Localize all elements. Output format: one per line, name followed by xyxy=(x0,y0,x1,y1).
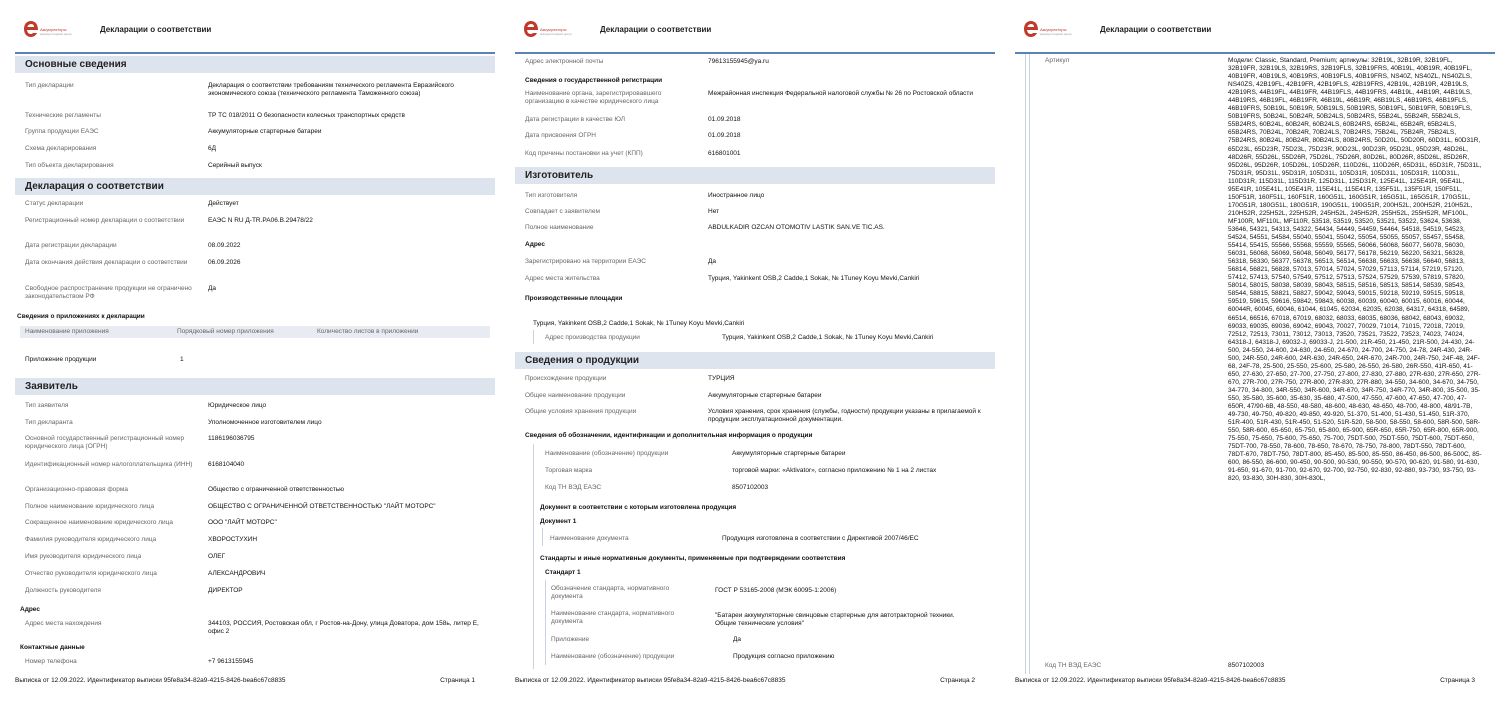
document-title: Декларации о соответствии xyxy=(600,25,712,34)
section-manufacturer: Изготовитель xyxy=(515,167,995,184)
trademark-value: торговой марки: «Aktivator», согласно приложению № 1 на 2 листах xyxy=(732,467,937,474)
section-main-info: Основные сведения xyxy=(15,56,495,73)
product-name-label: Наименование (обозначение) продукции xyxy=(551,653,675,660)
document-page-2: Аккумуляторы аккумуляторный центр Декларации о соответствии Адрес электронной почты 79613155945@ya.ru Сведения о государственной регистрации Наименование органа, зарегистрировавшего организацию в качестве юридического лица Межрайонная инспекция Федеральной налоговой службы № 26 по Ростовской области Дата регистрации в качестве ЮЛ 01.09.2018 Дата присвоения ОГРН 01.09.2018 Код причины постановки на учет (КПП) 616801001 Изготовитель Тип изготовителя Иностранное лицо Совпадает с заявителем Нет Полное наименование ABDULKADIR OZCAN OTOMOTIV LASTIK SAN.VE TIC.AS. Адрес Зарегистрировано на территории ЕАЭС Да Адрес места жительства Турция, Yakinkent OSB,2 Cadde,1 Sokak, № 1Tuney Koyu Mevki,Cankiri Производственные площадки Турция, Yakinkent OSB,2 Cadde,1 Sokak, № 1Tuney Koyu Mevki,Cankiri Адрес производства продукции Турция, Yakinkent OSB,2 Cadde,1 Sokak, № 1Tuney Koyu Mevki,Cankiri Сведения о продукции Происхождение продукции ТУРЦИЯ Общее наименование продукции Аккумуляторные стартерные батареи Общие условия хранения продукции Условия хранения, срок хранения (службы, годности) продукции указаны в прилагаемой к продукции эксплуатационной документации. Сведения об обозначении, идентификации и дополнительная информация о продукции Наименование (обозначение) продукции Аккумуляторные стартерные батареи Торговая марка торговой марки: «Aktivator», согласно приложению № 1 на 2 листах Код ТН ВЭД ЕАЭС 8507102003 Документ в соответствии с которым изготовлена продукция Документ 1 Наименование документа Продукция изготовлена в соответствии с Директивой 2007/46/ЕС Стандарты и иные нормативные документы, применяемые при подтверждении соответствия Стандарт 1 Обозначение стандарта, нормативного документа ГОСТ Р 53165-2008 (МЭК 60095-1:2006) Наименование стандарта, нормативного документа "Батареи аккумуляторные свинцовые стартерные для автотракторной техники. Общие технические условия" Приложение Да Наименование (обозначение) продукции Продукция согласно приложению Выписка от 12.09.2022. Идентификатор выписки 95fe8a34-82a9-4215-8426-bea6c67c8835 Страница 2 xyxy=(515,0,995,707)
appendix-value: Да xyxy=(733,636,742,643)
production-site-value: Турция, Yakinkent OSB,2 Cadde,1 Sokak, № 1Tuney Koyu Mevki,Cankiri xyxy=(722,334,934,341)
logo-text: Аккумуляторы xyxy=(40,27,67,32)
appendix-col-number: Порядковый номер приложения xyxy=(177,328,274,335)
hs-code-value: 8507102003 xyxy=(732,484,769,491)
article-label: Артикул xyxy=(1045,57,1070,64)
footer-extract-info: Выписка от 12.09.2022. Идентификатор выписки 95fe8a34-82a9-4215-8426-bea6c67c8835 xyxy=(1015,677,1286,684)
trademark-label: Торговая марка xyxy=(545,467,593,474)
standard-designation-label: Обозначение стандарта, нормативного документа xyxy=(551,585,670,600)
header-divider xyxy=(515,52,995,54)
production-sites-title: Производственные площадки xyxy=(525,295,623,302)
contacts-title: Контактные данные xyxy=(20,644,85,651)
appendix-row-number: 1 xyxy=(180,356,184,363)
logo-icon xyxy=(1023,20,1039,38)
page-number: Страница 1 xyxy=(440,677,475,684)
header-divider xyxy=(1015,52,1495,54)
appendix-row-name: Приложение продукции xyxy=(25,356,97,363)
logo-subtext: аккумуляторный центр xyxy=(1040,32,1072,36)
appendix-label: Приложение xyxy=(551,636,590,643)
production-site-address: Турция, Yakinkent OSB,2 Cadde,1 Sokak, № 1Tuney Koyu Mevki,Cankiri xyxy=(533,320,745,327)
document-page-1: Аккумуляторы аккумуляторный центр Декларации о соответствии Основные сведения Тип декларации Декларация о соответствии требованиям технического регламента Евразийского экономического союза (технического регламента Таможенного союза) Технические регламенты ТР ТС 018/2011 О безопасности колесных транспортных средств Группа продукции ЕАЭС Аккумуляторные стартерные батареи Схема декларирования 6Д Тип объекта декларирования Серийный выпуск Декларация о соответствии Статус декларации Действует Регистрационный номер декларации о соответствии ЕАЭС N RU Д-TR.PA06.B.29478/22 Дата регистрации декларации 08.09.2022 Дата окончания действия декларации о соответствии 06.09.2026 Свободное распространение продукции не ограничено законодательством РФ Да Сведения о приложениях к декларации Наименование приложения Порядковый номер приложения Количество листов в приложении Приложение продукции 1 Заявитель Тип заявителя Юридическое лицо Тип декларанта Уполномоченное изготовителем лицо Основной государственный регистрационный номер юридического лица (ОГРН) 1186196036795 Идентификационный номер налогоплательщика (ИНН) 6168104040 Организационно-правовая форма Общество с ограниченной ответственностью Полное наименование юридического лица ОБЩЕСТВО С ОГРАНИЧЕННОЙ ОТВЕТСТВЕННОСТЬЮ "ЛАЙТ МОТОРС" Сокращенное наименование юридического лица ООО "ЛАЙТ МОТОРС" Фамилия руководителя юридического лица ХВОРОСТУХИН Имя руководителя юридического лица ОЛЕГ Отчество руководителя юридического лица АЛЕКСАНДРОВИЧ Должность руководителя ДИРЕКТОР Адрес Адрес места нахождения 344103, РОССИЯ, Ростовская обл, г Ростов-на-Дону, улица Доватора, дом 158ь, литер Е, офис 2 Контактные данные Номер телефона +7 9613155945 Выписка от 12.09.2022. Идентификатор выписки 95fe8a34-82a9-4215-8426-bea6c67c8835 Страница 1 xyxy=(15,0,495,707)
appendix-table-header xyxy=(20,326,490,338)
standard-name-label: Наименование стандарта, нормативного документа xyxy=(551,610,675,625)
hs-code-value: 8507102003 xyxy=(1228,662,1265,669)
page-number: Страница 2 xyxy=(940,677,975,684)
standards-title: Стандарты и иные нормативные документы, применяемые при подтверждении соответствия xyxy=(540,555,846,562)
state-registration-title: Сведения о государственной регистрации xyxy=(525,77,663,84)
identification-title: Сведения об обозначении, идентификации и дополнительная информация о продукции xyxy=(525,432,813,439)
logo-icon xyxy=(23,20,39,38)
company-logo xyxy=(520,17,580,43)
indent-line xyxy=(545,580,546,665)
section-applicant: Заявитель xyxy=(15,378,495,395)
indent-line xyxy=(542,528,543,546)
logo-text: Аккумуляторы xyxy=(540,27,567,32)
indent-line xyxy=(1029,54,1030,674)
product-designation-label: Наименование (обозначение) продукции xyxy=(545,450,669,457)
page-header xyxy=(520,17,995,47)
article-value: Модели: Classic, Standard, Premium; артикулы: 32B19L, 32B19R, 32B19FL, 32B19FR, 32B19LS, 32B19RS, 32B19FLS, 32B19FRS, 40B19L, 40B19R, 40B19FL, 40B19FR, 40B19LS, 40B19RS, 40B19FLS, 40B19FRS, NS40Z, NS40ZL, NS40ZLS, NS40ZS, 42B19FL, 42B19FR, 42B19FLS, 42B19FRS, 42B19L, 42B19R, 42B19LS, 42B19RS, 44B19FL, 44B19FR, 44B19FLS, 44B19FRS, 44B19L, 44B19R, 44B19LS, 44B19RS, 46B19FL, 46B19FR, 46B19L, 46B19R, 46B19LS, 46B19RS, 46B19FLS, 46B19FRS, 50B19L, 50B19R, 50B19LS, 50B19RS, 50B19FL, 50B19FR, 50B19FLS, 50B19FRS, 50B24L, 50B24R, 50B24LS, 50B24RS, 55B24L, 55B24R, 55B24LS, 55B24RS, 60B24L, 60B24R, 60B24LS, 60B24RS, 65B24L, 65B24R, 65B24LS, 65B24RS, 70B24L, 70B24R, 70B24LS, 70B24RS, 75B24L, 75B24R, 75B24LS, 75B24RS, 80B24L, 80B24R, 80B24LS, 80B24RS, 50D20L, 50D20R, 60D31L, 60D31R, 65D23L, 65D23R, 75D23L, 75D23R, 90D23L, 90D23R, 95D23L, 95D23R, 48D26L, 48D26R, 55D26L, 55D26R, 75D26L, 75D26R, 80D26L, 80D26R, 85D26L, 85D26R, 95D26L, 95D26R, 105D26L, 105D26R, 110D26L, 110D26R, 65D31L, 65D31R, 75D31L, 75D31R, 95D31L, 95D31R, 105D31L, 105D31R, 105D31L, 105D31R, 110D31L, 110D31R, 115D31L, 115D31R, 125D31L, 125D31R, 125E41L, 125E41R, 95E41L, 95E41R, 105E41L, 105E41R, 115E41L, 115E41R, 135F51L, 135F51R, 150F51L, 150F51R, 160F51L, 160F51R, 160G51L, 160G51R, 165G51L, 165G51R, 170G51L, 170G51R, 180G51L, 180G51R, 190G51L, 190G51R, 200H52L, 200H52R, 210H52L, 210H52R, 225H52L, 225H52R, 245H52L, 245H52R, 255H52L, 255H52R, MF100L, MF100R, MF110L, MF110R, 53518, 53519, 53520, 53521, 53522, 53624, 53638, 53646, 54321, 54313, 54322, 54434, 54449, 54459, 54464, 54518, 54519, 54523, 54524, 54551, 54584, 55040, 55041, 55042, 55054, 55055, 55057, 55457, 55458, 55414, 55415, 55566, 55568, 55559, 55565, 56066, 56068, 56077, 56078, 56030, 56031, 56068, 56069, 56048, 56049, 56177, 56178, 56219, 56220, 56321, 56328, 56318, 56330, 56377, 56378, 56513, 56514, 56638, 56633, 56638, 56640, 56813, 56814, 56821, 56828, 57013, 57014, 57024, 57029, 57113, 57114, 57219, 57120, 57412, 57413, 57540, 57549, 57512, 57513, 57524, 57529, 57539, 57819, 57820, 58014, 58015, 58038, 58039, 58043, 58515, 58516, 58513, 58514, 58539, 58543, 58544, 58815, 58821, 58827, 59042, 59043, 59015, 59218, 59219, 59515, 59518, 59519, 59615, 59616, 59842, 59843, 60038, 60039, 60040, 60015, 60016, 60044, 60044R, 60045, 60046, 61044, 61045, 62034, 62035, 62038, 64317, 64318, 64589, 66514, 66516, 67018, 67019, 68032, 68033, 68035, 68036, 68042, 68043, 69032, 69033, 69035, 69036, 69042, 69043, 70027, 70029, 71014, 71015, 72018, 72019, 72512, 72513, 73011, 73012, 73013, 73520, 73521, 73522, 73523, 74023, 74024, 64318-J, 64318-J, 69032-J, 69033-J, 21-500, 21R-450, 21-450, 21R-500, 24-430, 24-500, 24-550, 24-600, 24-630, 24-650, 24-670, 24-700, 24-750, 24-78, 24R-430, 24R-500, 24R-550, 24R-600, 24R-630, 24R-650, 24R-670, 24R-700, 24R-750, 24F-48, 24F-68, 24F-78, 25-500, 25-550, 25-600, 25-580, 26-550, 26-580, 26R-550, 41R-650, 41-650, 27-630, 27-650, 27-700, 27-750, 27-800, 27-830, 27-880, 27R-630, 27R-650, 27R-670, 27R-700, 27R-750, 27R-800, 27R-830, 27R-880, 34-550, 34-600, 34-670, 34-750, 34-770, 34-800, 34R-550, 34R-600, 34R-670, 34R-750, 34R-770, 34R-800, 35-500, 35-550, 35-580, 35-600, 35-630, 35-680, 47-500, 47-550, 47-600, 47-650, 47-700, 47-650R, 47/90-6B, 48-550, 48-580, 48-600, 48-630, 48-650, 48-700, 48-800, 48/91-7B, 49-730, 49-750, 49-820, 49-850, 49-920, 51-370, 51-400, 51-430, 51-450, 51R-370, 51R-400, 51R-430, 51R-450, 51-520, 51R-520, 58-500, 58-550, 58-600, 58R-500, 58R-550, 58R-600, 65-650, 65-750, 65-800, 65-900, 65R-650, 65R-750, 65R-800, 65R-900, 75-550, 75-650, 75-600, 75-650, 75-700, 75DT-500, 75DT-550, 75DT-600, 75DT-650, 75DT-700, 78-550, 78-600, 78-650, 78-670, 78-750, 78-800, 78DT-550, 78DT-600, 78DT-670, 78DT-750, 78DT-800, 85-450, 85-500, 85-550, 86-450, 86-500, 86-500C, 85-600, 86-550, 86-600, 90-450, 90-500, 90-530, 90-550, 90-570, 90-620, 91-580, 91-630, 91-650, 91-670, 91-700, 92-670, 92-700, 92-750, 92-830, 92-880, 93-730, 93-750, 93-820, 93-830, 30H-830, 30H-830L, xyxy=(1228,57,1482,483)
indent-line xyxy=(533,330,534,344)
hs-code-label: Код ТН ВЭД ЕАЭС xyxy=(545,484,602,491)
indent-line xyxy=(533,444,534,669)
section-product-info: Сведения о продукции xyxy=(515,352,995,369)
production-site-label: Адрес производства продукции xyxy=(545,334,640,341)
standard-name-value: "Батареи аккумуляторные свинцовые стартерные для автотракторной техники. Общие технические условия" xyxy=(715,612,955,627)
page-header xyxy=(1020,17,1495,47)
header-divider xyxy=(15,52,495,54)
address-title: Адрес xyxy=(20,606,40,613)
document-1-title: Документ 1 xyxy=(540,518,577,525)
section-declaration: Декларация о соответствии xyxy=(15,178,495,195)
logo-subtext: аккумуляторный центр xyxy=(540,32,572,36)
product-name-value: Продукция согласно приложению xyxy=(733,653,835,660)
hs-code-label: Код ТН ВЭД ЕАЭС xyxy=(1045,662,1102,669)
page-number: Страница 3 xyxy=(1440,677,1475,684)
page-header xyxy=(20,17,495,47)
company-logo xyxy=(20,17,80,43)
document-title: Декларации о соответствии xyxy=(100,25,212,34)
standard-1-title: Стандарт 1 xyxy=(545,569,581,576)
manufacturer-address-title: Адрес xyxy=(525,241,545,248)
page-footer xyxy=(1015,677,1495,684)
document-title: Декларации о соответствии xyxy=(1100,25,1212,34)
page-footer xyxy=(15,677,495,684)
appendix-col-name: Наименование приложения xyxy=(25,328,109,335)
logo-icon xyxy=(523,20,539,38)
appendix-col-sheets: Количество листов в приложении xyxy=(317,328,419,335)
appendix-title: Сведения о приложениях к декларации xyxy=(17,313,145,320)
manufacturing-document-title: Документ в соответствии с которым изготовлена продукция xyxy=(540,504,737,511)
logo-text: Аккумуляторы xyxy=(1040,27,1067,32)
document-page-3 xyxy=(1015,0,1495,707)
document-name-value: Продукция изготовлена в соответствии с Директивой 2007/46/ЕС xyxy=(722,535,919,542)
document-name-label: Наименование документа xyxy=(550,535,629,542)
footer-extract-info: Выписка от 12.09.2022. Идентификатор выписки 95fe8a34-82a9-4215-8426-bea6c67c8835 xyxy=(15,677,286,684)
product-designation-value: Аккумуляторные стартерные батареи xyxy=(732,450,846,457)
indent-line xyxy=(1025,54,1026,674)
page-footer xyxy=(515,677,995,684)
logo-subtext: аккумуляторный центр xyxy=(40,32,72,36)
company-logo xyxy=(1020,17,1080,43)
footer-extract-info: Выписка от 12.09.2022. Идентификатор выписки 95fe8a34-82a9-4215-8426-bea6c67c8835 xyxy=(515,677,786,684)
standard-designation-value: ГОСТ Р 53165-2008 (МЭК 60095-1:2006) xyxy=(715,587,837,594)
